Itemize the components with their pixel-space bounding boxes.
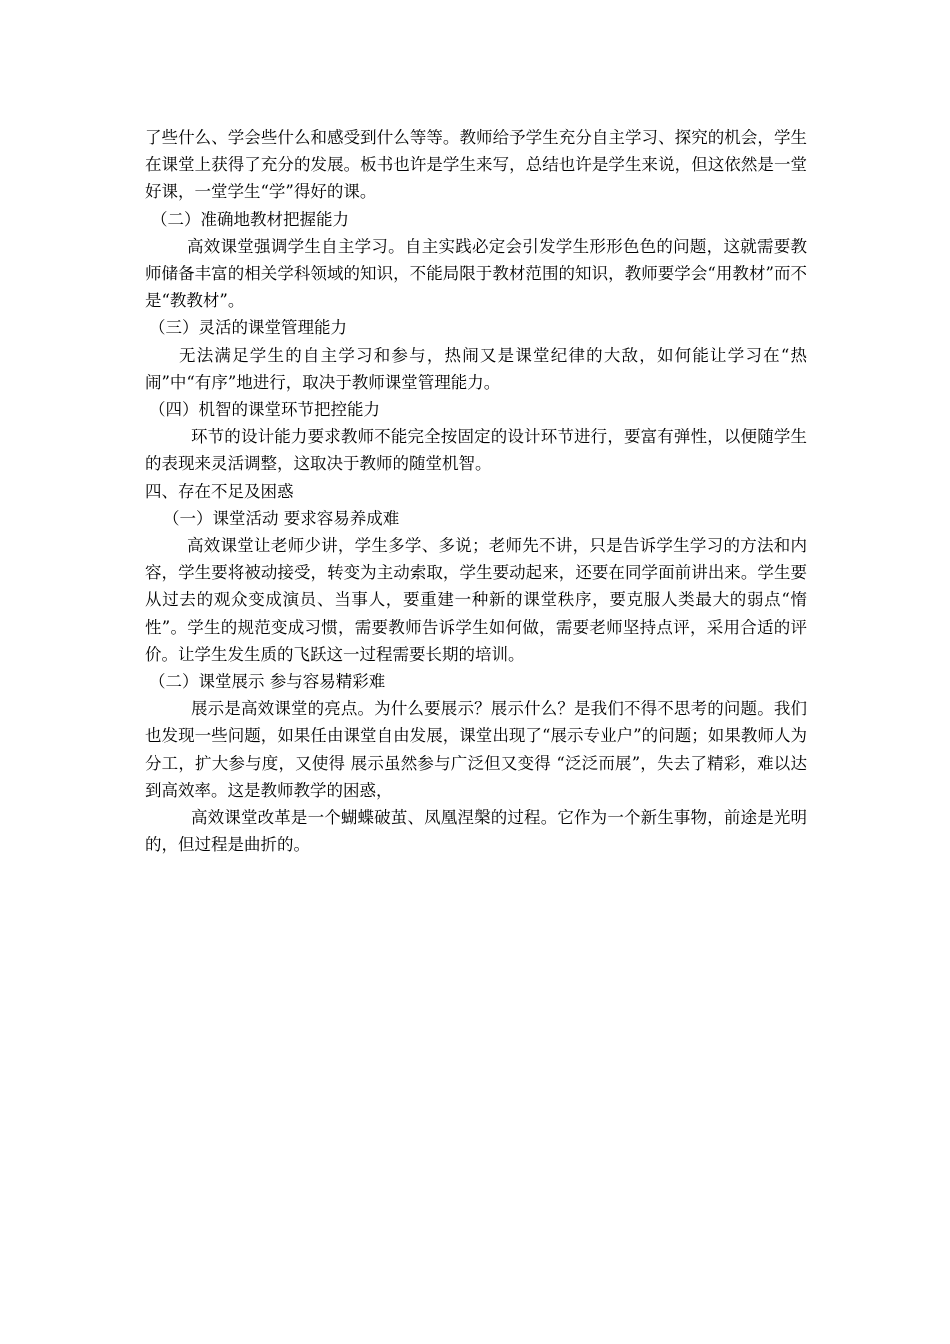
paragraph-classroom-management: 无法满足学生的自主学习和参与，热闹又是课堂纪律的大敌，如何能让学习在“热闹”中“有序”地进行，取决于教师课堂管理能力。 [145,345,807,392]
paragraph-teaching-material: 高效课堂强调学生自主学习。自主实践必定会引发学生形形色色的问题，这就需要教师储备丰富的相关学科领域的知识，不能局限于教材范围的知识，教师要学会“用教材”而不是“教教材”。 [145,236,807,311]
paragraph-continuation: 了些什么、学会些什么和感受到什么等等。教师给予学生充分自主学习、探究的机会，学生在课堂上获得了充分的发展。板书也许是学生来写，总结也许是学生来说，但这依然是一堂好课，一堂学生“学”得好的课。 [145,128,807,202]
heading-teaching-material-ability: （二）准确地教材把握能力 [151,209,349,229]
heading-shortcomings: 四、存在不足及困惑 [145,481,294,501]
paragraph-conclusion: 高效课堂改革是一个蝴蝶破茧、凤凰涅槃的过程。它作为一个新生事物，前途是光明的，但过程是曲折的。 [145,808,807,855]
heading-classroom-management: （三）灵活的课堂管理能力 [149,318,347,338]
heading-classroom-activity: （一）课堂活动 要求容易养成难 [163,508,400,528]
paragraph-classroom-display: 展示是高效课堂的亮点。为什么要展示？展示什么？是我们不得不思考的问题。我们也发现一些问题，如果任由课堂自由发展，课堂出现了“展示专业户”的问题；如果教师人为分工，扩大参与度，又使得 展示虽然参与广泛但又变得 “泛泛而展”，失去了精彩，难以达到高效率。这是教师教学的困惑， [145,699,807,800]
paragraph-classroom-activity: 高效课堂让老师少讲，学生多学、多说；老师先不讲，只是告诉学生学习的方法和内容，学生要将被动接受，转变为主动索取，学生要动起来，还要在同学面前讲出来。学生要从过去的观众变成演员、当事人，要重建一种新的课堂秩序，要克服人类最大的弱点“惰性”。学生的规范变成习惯，需要教师告诉学生如何做，需要老师坚持点评，采用合适的评价。让学生发生质的飞跃这一过程需要长期的培训。 [145,536,807,664]
document-body [145,124,807,858]
paragraph-link-control: 环节的设计能力要求教师不能完全按固定的设计环节进行，要富有弹性，以便随学生的表现来灵活调整，这取决于教师的随堂机智。 [145,427,807,474]
heading-classroom-display: （二）课堂展示 参与容易精彩难 [149,672,386,692]
heading-link-control: （四）机智的课堂环节把控能力 [149,400,380,420]
